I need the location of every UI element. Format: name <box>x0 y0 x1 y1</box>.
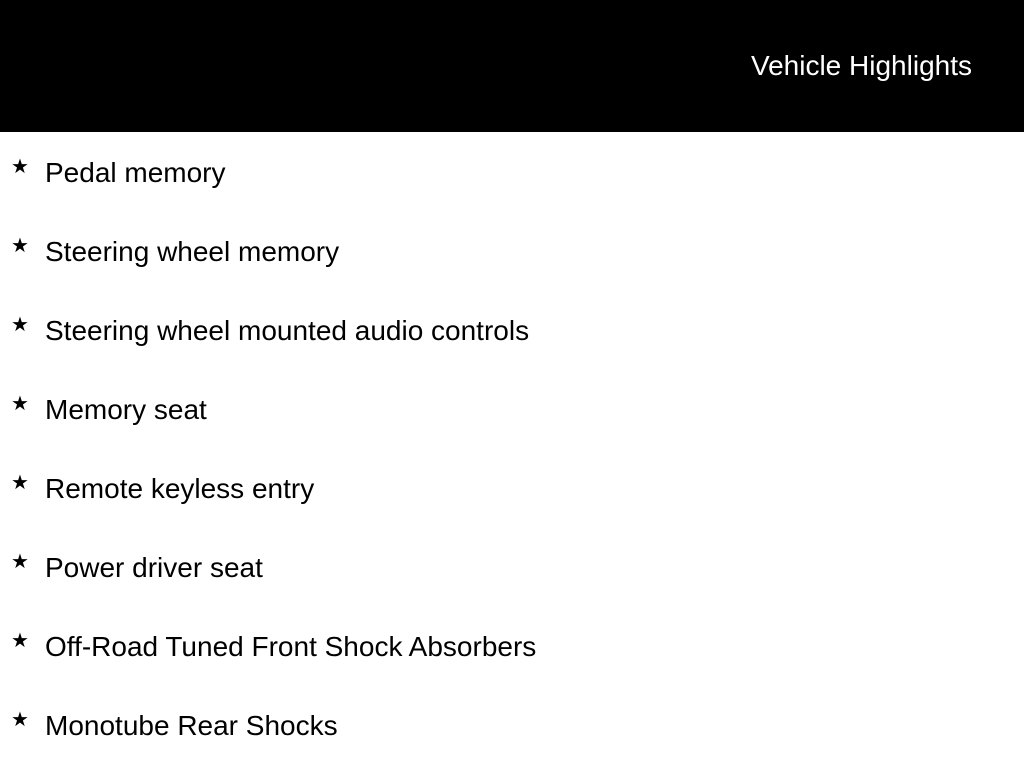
feature-label: Steering wheel memory <box>45 236 340 267</box>
feature-label: Memory seat <box>45 394 207 425</box>
star-icon: ★ <box>11 391 29 415</box>
star-icon: ★ <box>11 233 29 257</box>
header-bar <box>0 0 1024 132</box>
feature-list-item <box>0 704 1024 744</box>
feature-label: Power driver seat <box>45 552 263 583</box>
feature-label: Steering wheel mounted audio controls <box>45 315 530 346</box>
feature-list <box>0 132 1024 768</box>
star-icon: ★ <box>11 628 29 652</box>
feature-label: Remote keyless entry <box>45 473 315 504</box>
feature-list-item <box>0 625 1024 665</box>
feature-list-item <box>0 151 1024 191</box>
star-icon: ★ <box>11 549 29 573</box>
feature-list-item <box>0 230 1024 270</box>
star-icon: ★ <box>11 312 29 336</box>
feature-list-item <box>0 388 1024 428</box>
star-icon: ★ <box>11 154 29 178</box>
feature-label: Pedal memory <box>45 157 226 188</box>
feature-label: Off-Road Tuned Front Shock Absorbers <box>45 631 537 662</box>
feature-list-item <box>0 467 1024 507</box>
feature-list-item <box>0 546 1024 586</box>
feature-list-item <box>0 309 1024 349</box>
star-icon: ★ <box>11 707 29 731</box>
feature-label: Monotube Rear Shocks <box>45 710 338 741</box>
star-icon: ★ <box>11 470 29 494</box>
page-title: Vehicle Highlights <box>750 50 972 81</box>
